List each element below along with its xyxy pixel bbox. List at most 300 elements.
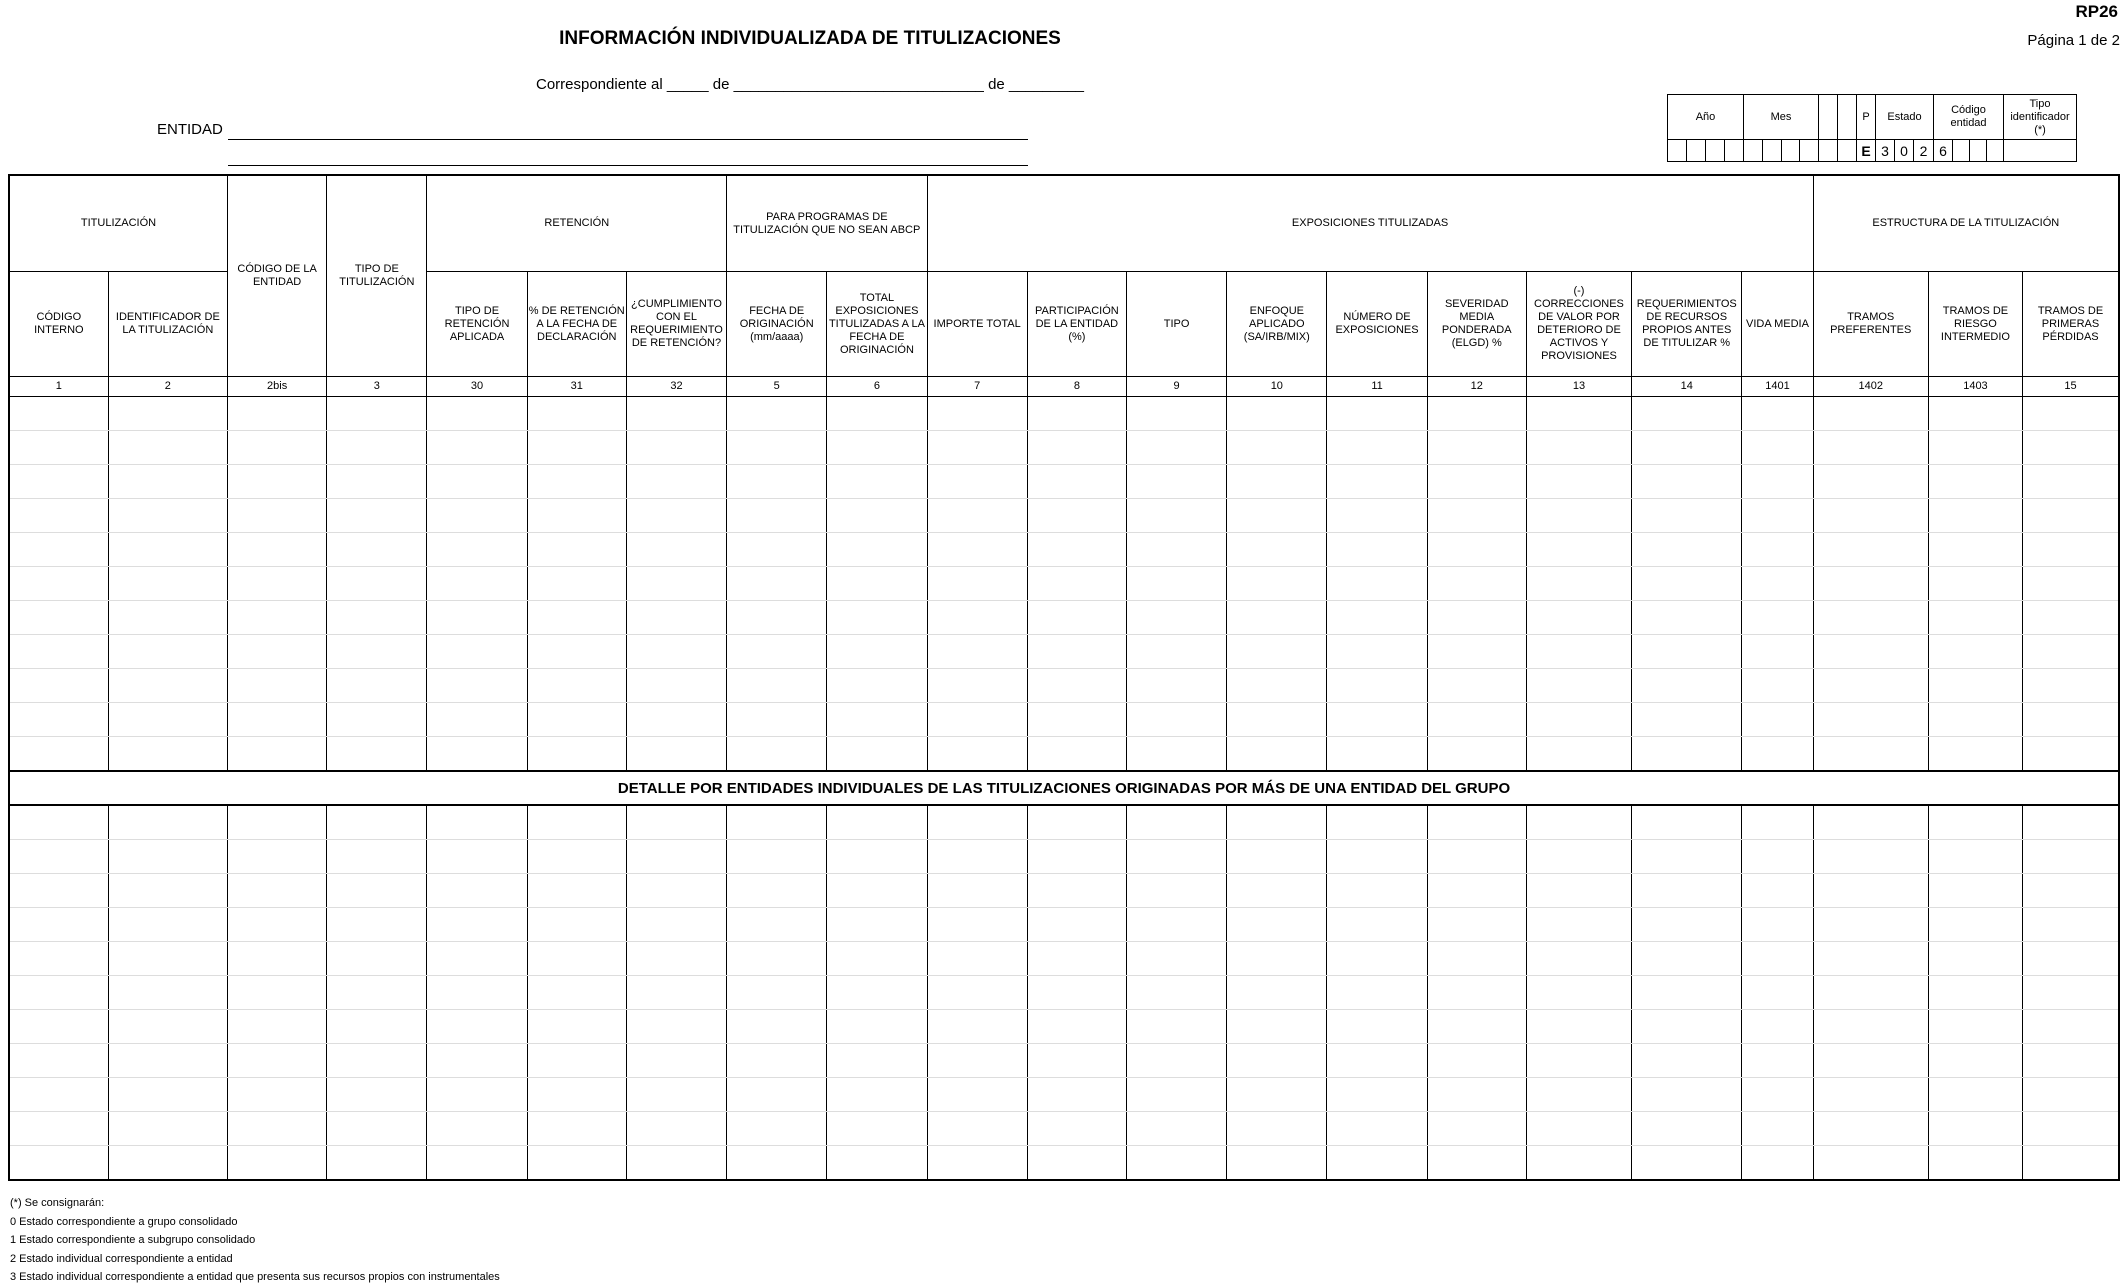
entry-cell[interactable] [626,635,726,669]
entry-cell[interactable] [1526,942,1631,976]
entry-cell[interactable] [1632,805,1742,840]
entry-cell[interactable] [1126,601,1226,635]
entry-cell[interactable] [626,533,726,567]
entry-cell[interactable] [1742,703,1813,737]
entry-cell[interactable] [327,635,427,669]
entry-cell[interactable] [1227,465,1327,499]
entry-cell[interactable] [1742,976,1813,1010]
entry-cell[interactable] [427,976,527,1010]
entry-cell[interactable] [727,1112,827,1146]
entry-cell[interactable] [9,1010,108,1044]
entry-cell[interactable] [1227,840,1327,874]
entry-cell[interactable] [1526,465,1631,499]
entry-cell[interactable] [727,601,827,635]
entry-cell[interactable] [527,533,626,567]
entry-cell[interactable] [927,805,1027,840]
entry-cell[interactable] [1526,601,1631,635]
entry-cell[interactable] [9,499,108,533]
entry-cell[interactable] [1327,703,1427,737]
entry-cell[interactable] [1126,976,1226,1010]
entry-cell[interactable] [427,1146,527,1181]
entry-cell[interactable] [2023,1010,2119,1044]
entry-cell[interactable] [1027,1146,1126,1181]
year-digit-cell[interactable] [1668,140,1687,162]
entry-cell[interactable] [1526,1044,1631,1078]
entry-cell[interactable] [1813,635,1928,669]
entry-cell[interactable] [1227,601,1327,635]
entry-cell[interactable] [1327,533,1427,567]
entry-cell[interactable] [1126,908,1226,942]
entry-cell[interactable] [1327,1010,1427,1044]
entry-cell[interactable] [327,397,427,431]
entry-cell[interactable] [927,1112,1027,1146]
entry-cell[interactable] [2023,1146,2119,1181]
year-digit-cell[interactable] [1706,140,1725,162]
entry-cell[interactable] [1327,499,1427,533]
entry-cell[interactable] [827,908,927,942]
entry-cell[interactable] [1526,397,1631,431]
entry-cell[interactable] [626,737,726,772]
entry-cell[interactable] [727,737,827,772]
entry-cell[interactable] [1126,635,1226,669]
entry-cell[interactable] [827,942,927,976]
entry-cell[interactable] [1027,976,1126,1010]
entry-cell[interactable] [228,805,327,840]
entry-cell[interactable] [1126,431,1226,465]
entry-cell[interactable] [1813,1146,1928,1181]
entry-cell[interactable] [1427,397,1526,431]
entry-cell[interactable] [1526,567,1631,601]
entry-cell[interactable] [1126,737,1226,772]
entry-cell[interactable] [626,499,726,533]
entry-cell[interactable] [1632,840,1742,874]
entry-cell[interactable] [1928,465,2022,499]
entry-cell[interactable] [9,397,108,431]
entry-cell[interactable] [228,533,327,567]
entry-cell[interactable] [1427,840,1526,874]
entry-cell[interactable] [1126,499,1226,533]
entry-cell[interactable] [927,533,1027,567]
entry-cell[interactable] [827,1010,927,1044]
entry-cell[interactable] [9,908,108,942]
entry-cell[interactable] [727,567,827,601]
entry-cell[interactable] [1632,431,1742,465]
entry-cell[interactable] [1742,942,1813,976]
entry-cell[interactable] [1632,942,1742,976]
entry-cell[interactable] [1813,1112,1928,1146]
entry-cell[interactable] [626,1010,726,1044]
entry-cell[interactable] [927,942,1027,976]
entry-cell[interactable] [1227,737,1327,772]
entry-cell[interactable] [1227,669,1327,703]
year-digit-cell[interactable] [1687,140,1706,162]
entry-cell[interactable] [1813,703,1928,737]
entry-cell[interactable] [228,567,327,601]
entry-cell[interactable] [1742,669,1813,703]
entry-cell[interactable] [727,805,827,840]
entry-cell[interactable] [327,1044,427,1078]
entry-cell[interactable] [527,397,626,431]
entry-cell[interactable] [1742,1010,1813,1044]
entry-cell[interactable] [108,703,227,737]
entry-cell[interactable] [9,635,108,669]
entry-cell[interactable] [827,431,927,465]
entry-cell[interactable] [1928,976,2022,1010]
entry-cell[interactable] [727,635,827,669]
entry-cell[interactable] [827,976,927,1010]
entry-cell[interactable] [108,874,227,908]
entry-cell[interactable] [1632,1112,1742,1146]
entry-cell[interactable] [427,942,527,976]
entry-cell[interactable] [727,908,827,942]
entry-cell[interactable] [1928,942,2022,976]
entry-cell[interactable] [1928,1078,2022,1112]
entry-cell[interactable] [1427,1146,1526,1181]
entry-cell[interactable] [1526,669,1631,703]
entry-cell[interactable] [228,942,327,976]
entry-cell[interactable] [1327,976,1427,1010]
entry-cell[interactable] [927,840,1027,874]
entry-cell[interactable] [9,976,108,1010]
entry-cell[interactable] [1027,465,1126,499]
entry-cell[interactable] [1632,1146,1742,1181]
entry-cell[interactable] [1427,533,1526,567]
entry-cell[interactable] [1027,1078,1126,1112]
month-digit-cell[interactable] [1763,140,1782,162]
entry-cell[interactable] [1632,635,1742,669]
entry-cell[interactable] [1227,1112,1327,1146]
entry-cell[interactable] [228,635,327,669]
entry-cell[interactable] [927,431,1027,465]
entry-cell[interactable] [1227,499,1327,533]
entry-cell[interactable] [228,1044,327,1078]
entry-cell[interactable] [1632,567,1742,601]
entry-cell[interactable] [727,1044,827,1078]
entry-cell[interactable] [1227,1078,1327,1112]
entry-cell[interactable] [427,1044,527,1078]
codigo-entidad-cell[interactable] [1987,140,2004,162]
entry-cell[interactable] [9,601,108,635]
entry-cell[interactable] [1126,1010,1226,1044]
entry-cell[interactable] [1327,737,1427,772]
entry-cell[interactable] [1427,567,1526,601]
entry-cell[interactable] [228,601,327,635]
codigo-entidad-cell[interactable] [1970,140,1987,162]
entry-cell[interactable] [108,567,227,601]
entry-cell[interactable] [527,1044,626,1078]
entry-cell[interactable] [1427,1078,1526,1112]
entry-cell[interactable] [1742,601,1813,635]
entry-cell[interactable] [1427,908,1526,942]
entry-cell[interactable] [327,976,427,1010]
entry-cell[interactable] [1427,703,1526,737]
entry-cell[interactable] [1632,1010,1742,1044]
entry-cell[interactable] [327,805,427,840]
tipo-identificador-cell[interactable] [2004,140,2077,162]
entry-cell[interactable] [1632,601,1742,635]
entry-cell[interactable] [1227,1010,1327,1044]
entry-cell[interactable] [927,874,1027,908]
entry-cell[interactable] [1327,1078,1427,1112]
month-digit-cell[interactable] [1800,140,1819,162]
entry-cell[interactable] [2023,805,2119,840]
entry-cell[interactable] [1027,840,1126,874]
entry-cell[interactable] [108,1112,227,1146]
entry-cell[interactable] [1327,397,1427,431]
entry-cell[interactable] [327,737,427,772]
entry-cell[interactable] [927,669,1027,703]
entry-cell[interactable] [9,1112,108,1146]
entry-cell[interactable] [727,874,827,908]
entry-cell[interactable] [727,431,827,465]
entry-cell[interactable] [108,397,227,431]
entry-cell[interactable] [2023,635,2119,669]
entry-cell[interactable] [1427,1112,1526,1146]
entry-cell[interactable] [1813,567,1928,601]
entry-cell[interactable] [1027,397,1126,431]
entry-cell[interactable] [626,465,726,499]
entry-cell[interactable] [827,874,927,908]
entry-cell[interactable] [2023,431,2119,465]
entry-cell[interactable] [1027,499,1126,533]
entry-cell[interactable] [1742,431,1813,465]
entry-cell[interactable] [2023,703,2119,737]
entry-cell[interactable] [2023,908,2119,942]
entry-cell[interactable] [927,1010,1027,1044]
entry-cell[interactable] [527,805,626,840]
entry-cell[interactable] [327,431,427,465]
entry-cell[interactable] [1027,533,1126,567]
entry-cell[interactable] [727,669,827,703]
entry-cell[interactable] [1227,805,1327,840]
entry-cell[interactable] [1227,703,1327,737]
blank-cell[interactable] [1819,140,1838,162]
entry-cell[interactable] [927,635,1027,669]
entry-cell[interactable] [527,1010,626,1044]
entry-cell[interactable] [327,601,427,635]
entry-cell[interactable] [1632,874,1742,908]
entry-cell[interactable] [108,1010,227,1044]
entry-cell[interactable] [1928,397,2022,431]
entry-cell[interactable] [1027,431,1126,465]
entry-cell[interactable] [1427,431,1526,465]
blank-cell[interactable] [1838,140,1857,162]
entry-cell[interactable] [108,431,227,465]
entry-cell[interactable] [1126,1146,1226,1181]
entry-cell[interactable] [2023,874,2119,908]
entry-cell[interactable] [1027,942,1126,976]
entry-cell[interactable] [1928,908,2022,942]
entry-cell[interactable] [9,567,108,601]
entry-cell[interactable] [427,737,527,772]
entry-cell[interactable] [1632,499,1742,533]
entry-cell[interactable] [427,567,527,601]
entry-cell[interactable] [228,1078,327,1112]
entry-cell[interactable] [727,499,827,533]
entry-cell[interactable] [827,805,927,840]
entry-cell[interactable] [1427,805,1526,840]
entry-cell[interactable] [327,1112,427,1146]
entry-cell[interactable] [108,737,227,772]
entry-cell[interactable] [427,874,527,908]
entry-cell[interactable] [427,465,527,499]
entry-cell[interactable] [1632,669,1742,703]
entry-cell[interactable] [1327,1146,1427,1181]
entry-cell[interactable] [527,499,626,533]
entry-cell[interactable] [727,1146,827,1181]
entry-cell[interactable] [527,874,626,908]
entry-cell[interactable] [1742,397,1813,431]
entry-cell[interactable] [108,499,227,533]
entry-cell[interactable] [1126,1078,1226,1112]
entry-cell[interactable] [2023,1044,2119,1078]
entry-cell[interactable] [1027,1010,1126,1044]
entry-cell[interactable] [1327,635,1427,669]
entry-cell[interactable] [1813,533,1928,567]
entry-cell[interactable] [1742,533,1813,567]
entry-cell[interactable] [1742,1112,1813,1146]
entry-cell[interactable] [327,1078,427,1112]
entry-cell[interactable] [327,1010,427,1044]
entry-cell[interactable] [2023,533,2119,567]
entry-cell[interactable] [727,840,827,874]
entry-cell[interactable] [1813,499,1928,533]
entry-cell[interactable] [1027,669,1126,703]
entry-cell[interactable] [1742,1146,1813,1181]
entry-cell[interactable] [1126,874,1226,908]
entry-cell[interactable] [1813,1010,1928,1044]
entry-cell[interactable] [1227,397,1327,431]
period-line[interactable]: Correspondiente al _____ de ______________________________ de _________ [535,76,1084,93]
entry-cell[interactable] [9,465,108,499]
entry-cell[interactable] [927,1078,1027,1112]
entry-cell[interactable] [1526,703,1631,737]
entry-cell[interactable] [527,976,626,1010]
entry-cell[interactable] [228,397,327,431]
entry-cell[interactable] [108,635,227,669]
entry-cell[interactable] [1928,567,2022,601]
entry-cell[interactable] [827,737,927,772]
entry-cell[interactable] [427,1112,527,1146]
entry-cell[interactable] [1742,1044,1813,1078]
entry-cell[interactable] [727,1078,827,1112]
entry-cell[interactable] [727,976,827,1010]
entry-cell[interactable] [1928,669,2022,703]
entry-cell[interactable] [9,703,108,737]
entry-cell[interactable] [108,601,227,635]
entry-cell[interactable] [1126,840,1226,874]
entry-cell[interactable] [827,1112,927,1146]
entry-cell[interactable] [108,908,227,942]
entry-cell[interactable] [1327,805,1427,840]
entry-cell[interactable] [1928,533,2022,567]
entry-cell[interactable] [1813,840,1928,874]
entry-cell[interactable] [1813,1078,1928,1112]
entry-cell[interactable] [1427,976,1526,1010]
entry-cell[interactable] [1427,874,1526,908]
entry-cell[interactable] [1327,567,1427,601]
entry-cell[interactable] [1928,1044,2022,1078]
entry-cell[interactable] [626,601,726,635]
entry-cell[interactable] [427,908,527,942]
entry-cell[interactable] [927,1044,1027,1078]
entry-cell[interactable] [1813,805,1928,840]
entry-cell[interactable] [527,1112,626,1146]
entry-cell[interactable] [626,669,726,703]
entry-cell[interactable] [1227,431,1327,465]
entry-cell[interactable] [1126,942,1226,976]
entry-cell[interactable] [827,1044,927,1078]
entry-cell[interactable] [1327,840,1427,874]
entry-cell[interactable] [327,840,427,874]
entry-cell[interactable] [626,1078,726,1112]
entry-cell[interactable] [1928,1010,2022,1044]
entry-cell[interactable] [527,703,626,737]
entry-cell[interactable] [1813,601,1928,635]
entry-cell[interactable] [927,908,1027,942]
entry-cell[interactable] [2023,1078,2119,1112]
entry-cell[interactable] [1813,908,1928,942]
entry-cell[interactable] [427,1078,527,1112]
entry-cell[interactable] [1742,874,1813,908]
entry-cell[interactable] [1427,499,1526,533]
entry-cell[interactable] [1327,1044,1427,1078]
entry-cell[interactable] [327,1146,427,1181]
entry-cell[interactable] [2023,942,2119,976]
entry-cell[interactable] [527,1146,626,1181]
entry-cell[interactable] [327,703,427,737]
entry-cell[interactable] [427,533,527,567]
entry-cell[interactable] [228,737,327,772]
entry-cell[interactable] [2023,669,2119,703]
entry-cell[interactable] [1632,533,1742,567]
entry-cell[interactable] [626,703,726,737]
entidad-line-1[interactable] [228,139,1028,140]
entry-cell[interactable] [1742,465,1813,499]
entry-cell[interactable] [327,942,427,976]
entry-cell[interactable] [527,567,626,601]
entry-cell[interactable] [427,431,527,465]
entry-cell[interactable] [1526,533,1631,567]
entry-cell[interactable] [1928,1146,2022,1181]
entry-cell[interactable] [527,601,626,635]
entry-cell[interactable] [1126,703,1226,737]
entry-cell[interactable] [228,840,327,874]
entry-cell[interactable] [1526,1010,1631,1044]
entry-cell[interactable] [1928,703,2022,737]
entry-cell[interactable] [327,533,427,567]
entry-cell[interactable] [1928,499,2022,533]
entry-cell[interactable] [1327,942,1427,976]
entry-cell[interactable] [228,499,327,533]
entry-cell[interactable] [1742,737,1813,772]
entry-cell[interactable] [1126,1112,1226,1146]
entry-cell[interactable] [1526,499,1631,533]
entry-cell[interactable] [527,431,626,465]
entry-cell[interactable] [827,840,927,874]
entry-cell[interactable] [827,601,927,635]
entry-cell[interactable] [827,397,927,431]
entry-cell[interactable] [1526,431,1631,465]
entry-cell[interactable] [927,976,1027,1010]
entry-cell[interactable] [427,601,527,635]
entry-cell[interactable] [1427,601,1526,635]
entry-cell[interactable] [1027,703,1126,737]
entry-cell[interactable] [108,805,227,840]
entry-cell[interactable] [1126,805,1226,840]
entry-cell[interactable] [1227,976,1327,1010]
entry-cell[interactable] [1227,533,1327,567]
